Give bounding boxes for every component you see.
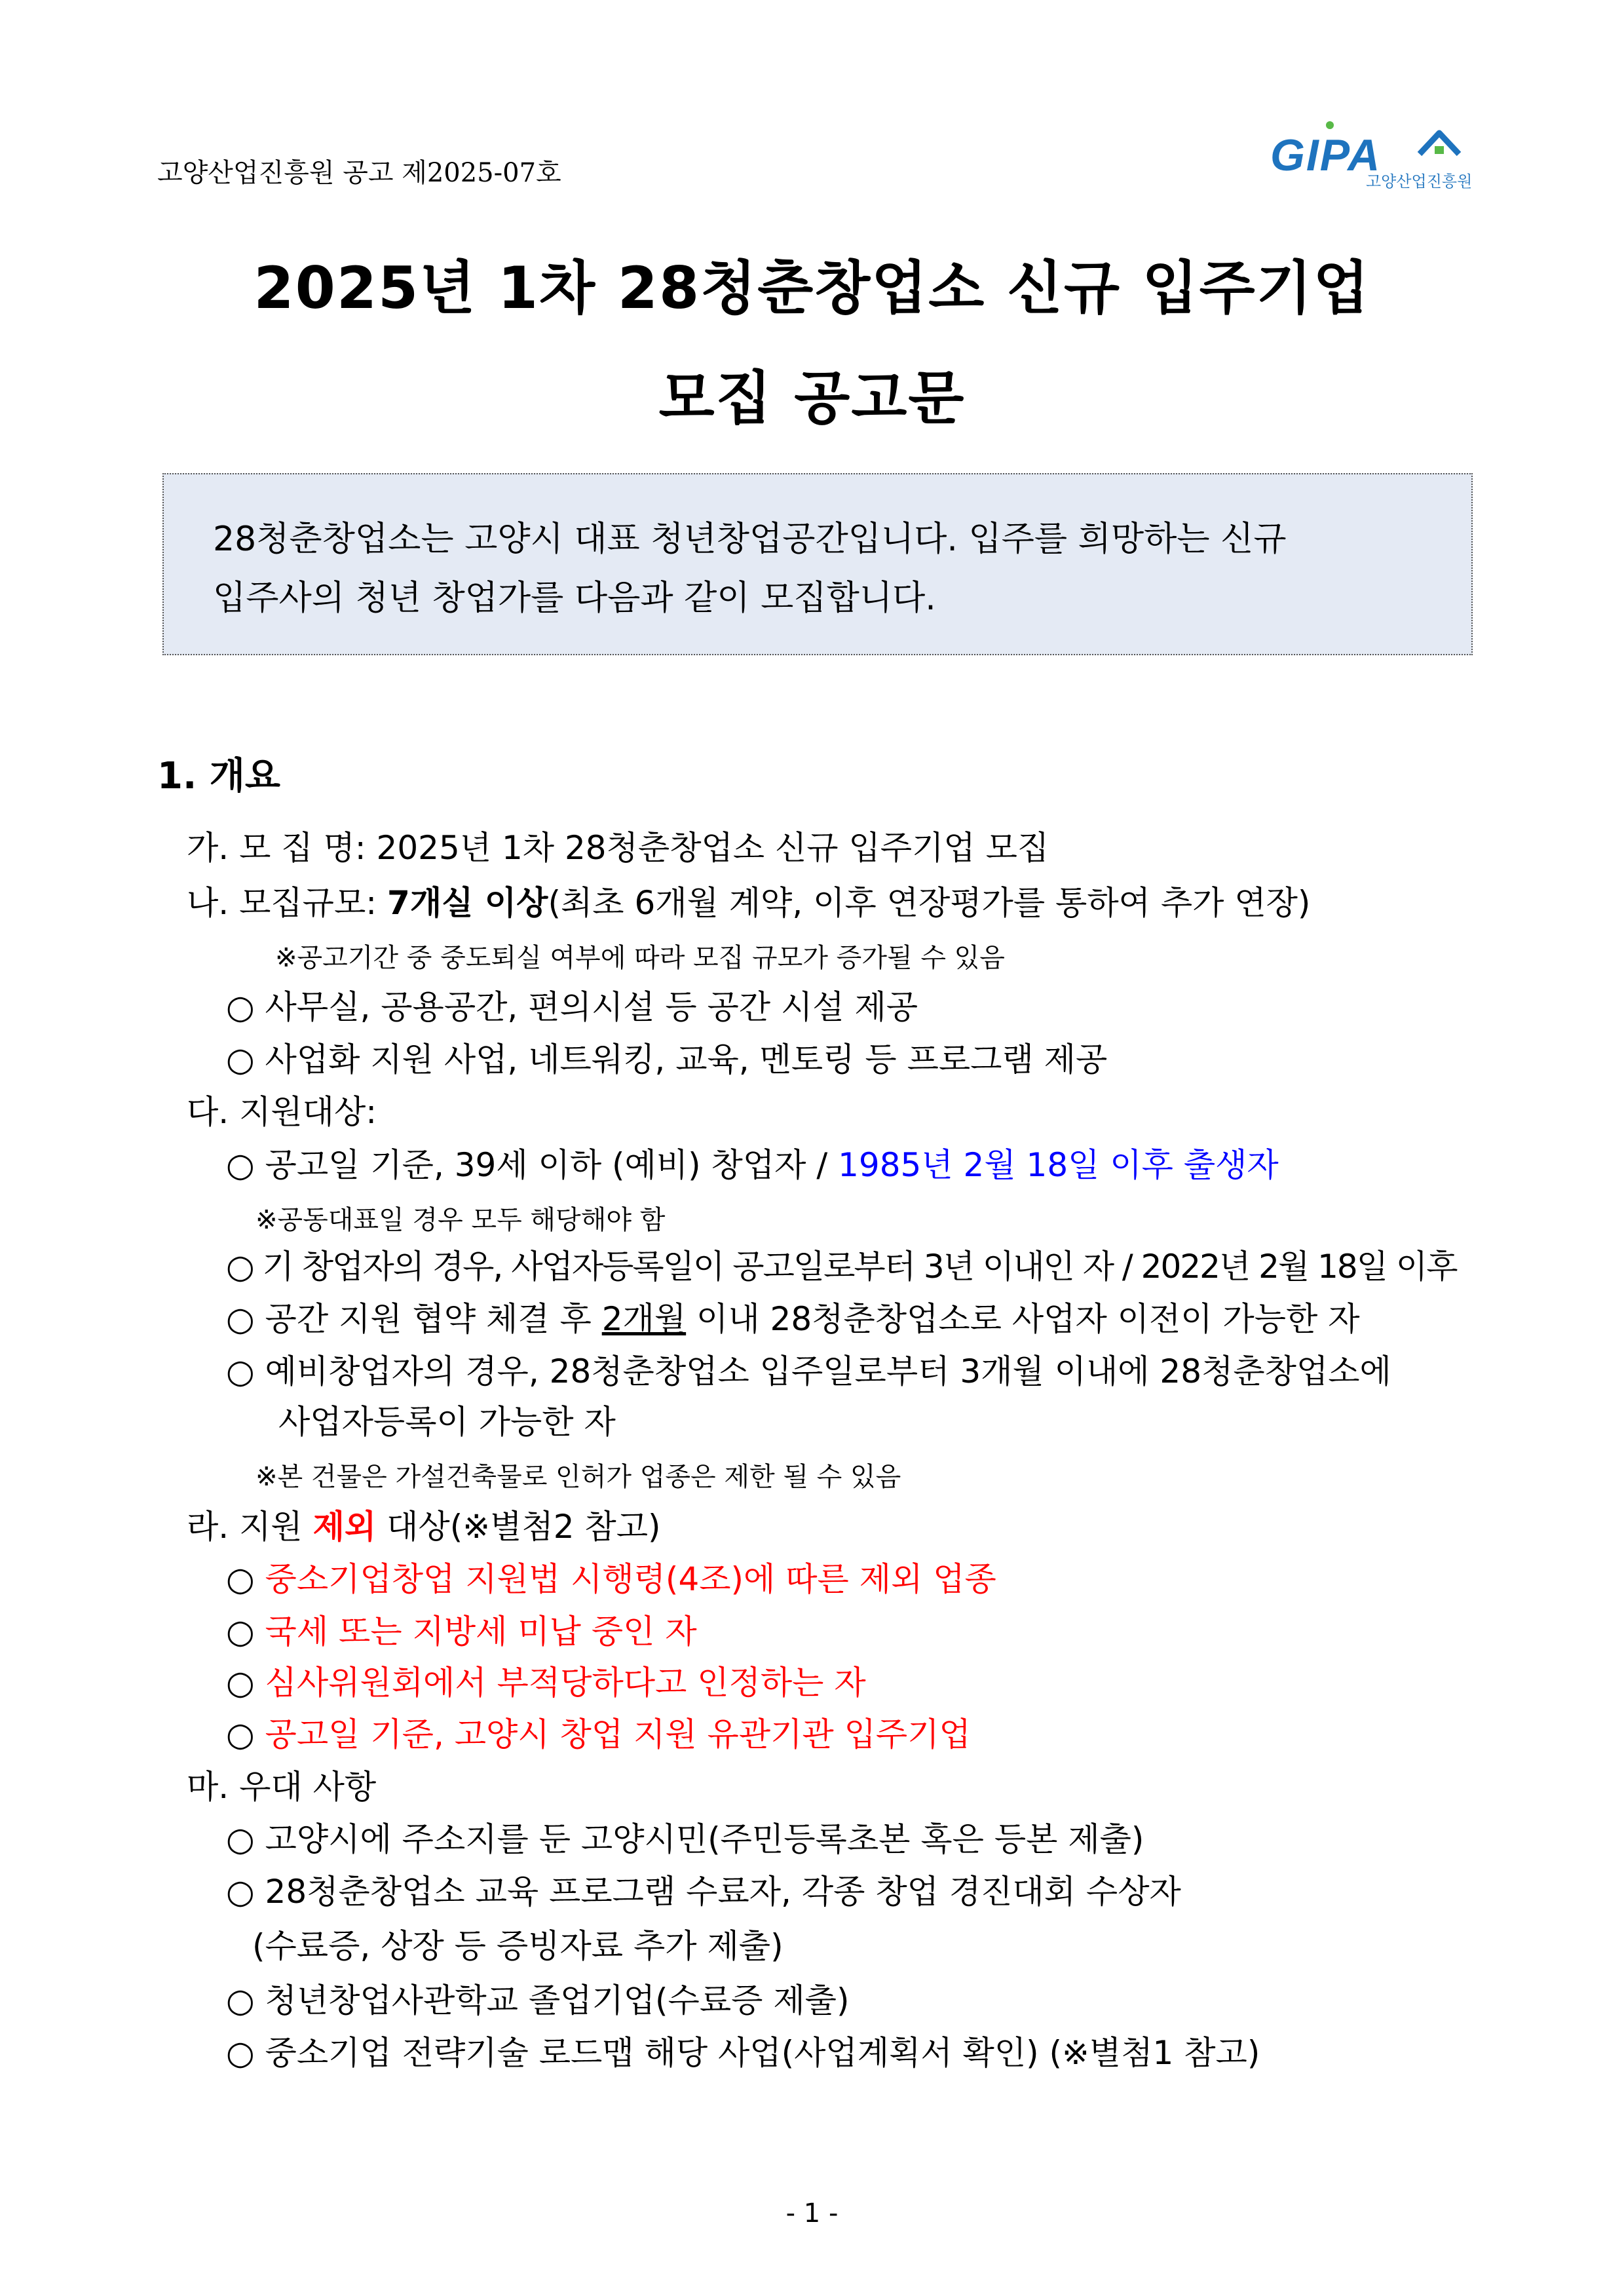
bullet-circle-icon: ○ xyxy=(226,1300,255,1338)
bullet-circle-icon: ○ xyxy=(226,1820,255,1858)
gipa-logo xyxy=(1268,115,1477,193)
bullet-circle-icon: ○ xyxy=(226,2034,255,2072)
item-da-bullet-4 xyxy=(226,1345,1391,1392)
item-ma-bullet-2 xyxy=(226,1866,1181,1913)
bullet-circle-icon: ○ xyxy=(226,1613,255,1651)
bullet-circle-icon: ○ xyxy=(226,1715,255,1753)
item-da-bullet-3 xyxy=(226,1293,1360,1340)
item-ra-label xyxy=(187,1501,661,1548)
bullet-circle-icon: ○ xyxy=(226,1041,255,1079)
bullet-text: 사무실, 공용공간, 편의시설 등 공간 시설 제공 xyxy=(265,988,918,1026)
item-ma-bullet-3 xyxy=(226,1974,849,2021)
bullet-text: 예비창업자의 경우, 28청춘창업소 입주일로부터 3개월 이내에 28청춘창업소에 xyxy=(265,1352,1391,1390)
bullet-circle-icon: ○ xyxy=(226,1352,255,1390)
logo-subtext: 고양산업진흥원 xyxy=(1366,172,1473,191)
bullet-text: 28청춘창업소 교육 프로그램 수료자, 각종 창업 경진대회 수상자 xyxy=(265,1873,1181,1911)
page-number: - 1 - xyxy=(785,2198,839,2229)
item-da-bullet-2 xyxy=(226,1240,1457,1288)
item-da-bullet-1 xyxy=(226,1139,1279,1186)
notice-id: 고양산업진흥원 공고 제2025-07호 xyxy=(157,158,561,188)
item-na xyxy=(187,877,1310,924)
logo-leaf-icon xyxy=(1326,121,1334,129)
bullet-circle-icon: ○ xyxy=(226,1873,255,1911)
item-ma-bullet-1 xyxy=(226,1813,1144,1860)
item-da-label: 다. 지원대상: xyxy=(187,1093,377,1131)
item-ra-bullet-1 xyxy=(226,1553,996,1600)
bullet-circle-icon: ○ xyxy=(226,1981,255,2019)
bullet-text: 기 창업자의 경우, 사업자등록일이 공고일로부터 3년 이내인 자 / 2022년 2월 18일 이후 xyxy=(262,1248,1457,1286)
bullet-text: 공고일 기준, 39세 이하 (예비) 창업자 / xyxy=(265,1146,839,1184)
item-ga-label: 가. 모 집 명: xyxy=(187,829,366,867)
bullet-circle-icon: ○ xyxy=(226,1146,255,1184)
bullet-text: 청년창업사관학교 졸업기업(수료증 제출) xyxy=(265,1981,850,2019)
item-da-note-2: ※본 건물은 가설건축물로 인허가 업종은 제한 될 수 있음 xyxy=(255,1462,901,1492)
item-ra-bullet-2 xyxy=(226,1605,697,1653)
bullet-text: 고양시에 주소지를 둔 고양시민(주민등록초본 혹은 등본 제출) xyxy=(265,1820,1144,1858)
item-ma-label: 마. 우대 사항 xyxy=(187,1768,377,1806)
bullet-text: 사업화 지원 사업, 네트워킹, 교육, 멘토링 등 프로그램 제공 xyxy=(265,1041,1108,1079)
bullet-text-underlined: 2개월 xyxy=(601,1300,687,1338)
bullet-highlight-blue: 1985년 2월 18일 이후 출생자 xyxy=(838,1146,1279,1184)
item-ga-value: 2025년 1차 28청춘창업소 신규 입주기업 모집 xyxy=(376,829,1049,867)
bullet-text-post: 이내 28청춘창업소로 사업자 이전이 가능한 자 xyxy=(686,1300,1360,1338)
page-title-line2: 모집 공고문 xyxy=(658,364,966,432)
item-ga xyxy=(187,822,1049,869)
item-ra-bullet-3 xyxy=(226,1656,866,1704)
item-na-note: ※공고기간 중 중도퇴실 여부에 따라 모집 규모가 증가될 수 있음 xyxy=(275,943,1005,973)
bullet-text: 심사위원회에서 부적당하다고 인정하는 자 xyxy=(265,1664,866,1702)
item-ra-label-red: 제외 xyxy=(312,1508,377,1546)
item-ra-label-pre: 라. 지원 xyxy=(187,1508,313,1546)
logo-text: GIPA xyxy=(1270,130,1382,180)
bullet-circle-icon: ○ xyxy=(226,988,255,1026)
bullet-circle-icon: ○ xyxy=(226,1248,254,1286)
item-na-bold-value: 7개실 이상 xyxy=(387,884,548,922)
section-title: 1. 개요 xyxy=(157,755,280,797)
item-na-rest: (최초 6개월 계약, 이후 연장평가를 통하여 추가 연장) xyxy=(548,884,1311,922)
item-ra-bullet-4 xyxy=(226,1708,971,1755)
bullet-text: 공고일 기준, 고양시 창업 지원 유관기관 입주기업 xyxy=(265,1715,971,1753)
bullet-text-pre: 공간 지원 협약 체결 후 xyxy=(265,1300,602,1338)
item-da-note-1: ※공동대표일 경우 모두 해당해야 함 xyxy=(255,1205,666,1235)
intro-line1: 28청춘창업소는 고양시 대표 청년창업공간입니다. 입주를 희망하는 신규 xyxy=(213,520,1287,559)
bullet-text: 중소기업창업 지원법 시행령(4조)에 따른 제외 업종 xyxy=(265,1560,996,1598)
bullet-text: 국세 또는 지방세 미납 중인 자 xyxy=(265,1613,697,1651)
item-ma-bullet-4 xyxy=(226,2027,1260,2074)
item-na-bullet-2 xyxy=(226,1033,1107,1081)
item-ra-label-post: 대상(※별첨2 참고) xyxy=(376,1508,661,1546)
logo-house-icon xyxy=(1420,133,1459,154)
intro-line2: 입주사의 청년 창업가를 다음과 같이 모집합니다. xyxy=(213,579,936,618)
item-na-label: 나. 모집규모: xyxy=(187,884,377,922)
bullet-text: 중소기업 전략기술 로드맵 해당 사업(사업계획서 확인) (※별첨1 참고) xyxy=(265,2034,1260,2072)
page-title-line1: 2025년 1차 28청춘창업소 신규 입주기업 xyxy=(254,254,1370,322)
item-ma-bullet-2-cont: (수료증, 상장 등 증빙자료 추가 제출) xyxy=(252,1927,784,1965)
item-na-bullet-1 xyxy=(226,981,918,1028)
intro-box xyxy=(162,473,1473,655)
bullet-circle-icon: ○ xyxy=(226,1560,255,1598)
item-da-bullet-4-cont: 사업자등록이 가능한 자 xyxy=(278,1403,616,1441)
bullet-circle-icon: ○ xyxy=(226,1664,255,1702)
